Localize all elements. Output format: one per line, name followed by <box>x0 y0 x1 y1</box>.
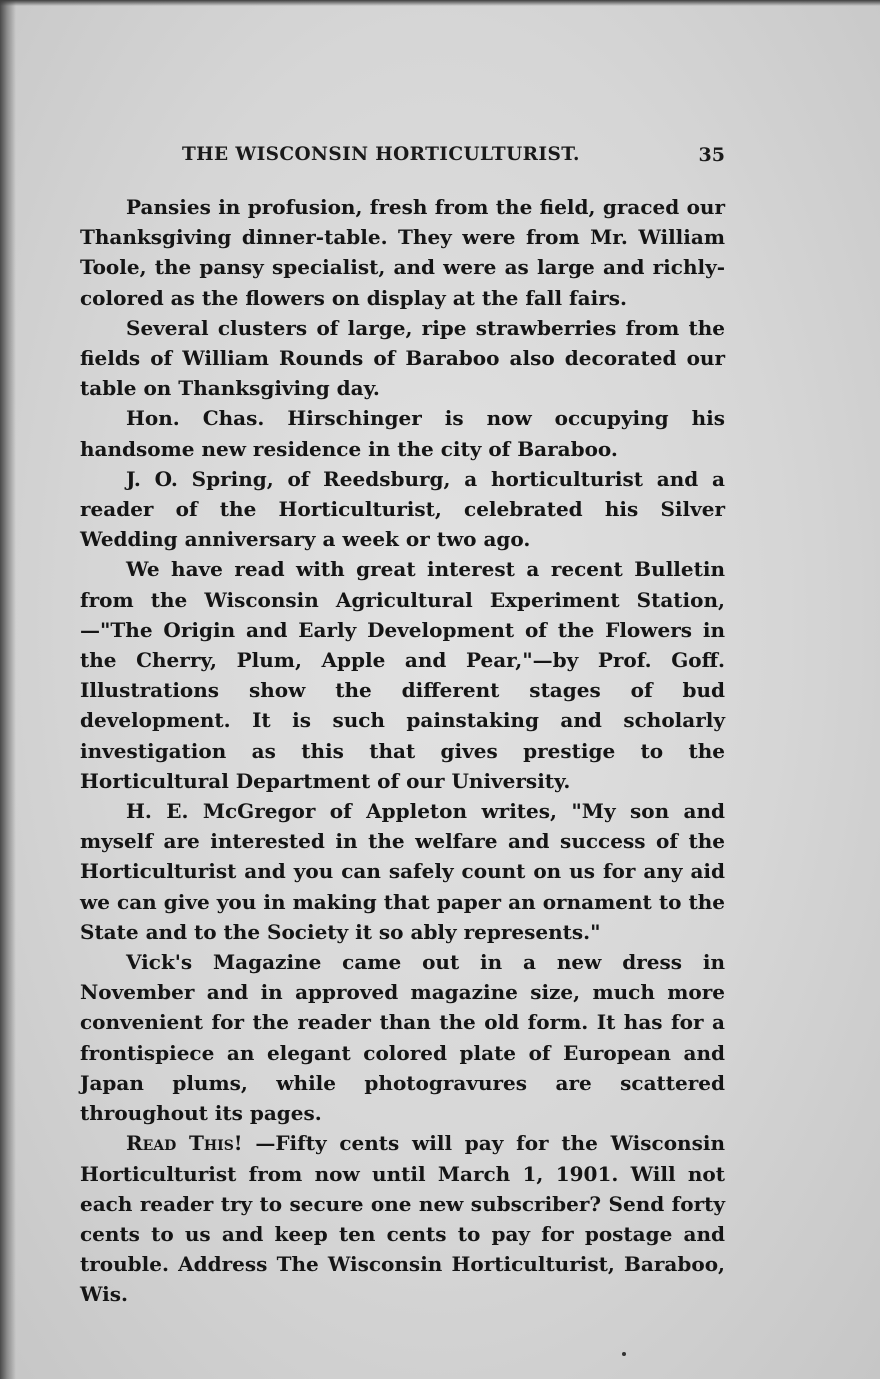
paragraph-read-this <box>80 1128 725 1309</box>
paragraph-hirschinger: Hon. Chas. Hirschinger is now occupying his handsome new residence in the city of Baraboo. <box>80 406 725 461</box>
running-title: THE WISCONSIN HORTICULTURIST. <box>182 144 580 165</box>
paragraph-strawberries: Several clusters of large, ripe strawberries from the fields of William Rounds of Baraboo also decorated our table on Thanksgiving day. <box>80 315 725 401</box>
paragraph-bulletin: We have read with great interest a recent Bulletin from the Wisconsin Agricultural Experiment Station,—"The Origin and Early Development of the Flowers in the Cherry, Plum, Apple and Pear,"—by Prof. Goff. Illustrations show the different stages of bud development. It is such painstaking and scholarly investigation as this that gives prestige to the Horticultural Department of our University. <box>80 557 725 793</box>
paragraph-spring: J. O. Spring, of Reedsburg, a horticulturist and a reader of the Horticulturist, celebrated his Silver Wedding anniversary a week or two ago. <box>80 466 725 552</box>
paragraph-pansies: Pansies in profusion, fresh from the field, graced our Thanksgiving dinner-table. They were from Mr. William Toole, the pansy specialist, and were as large and richly-colored as the flowers on display at the fall fairs. <box>80 195 725 310</box>
ink-speck <box>622 1352 626 1356</box>
body-text <box>80 192 725 1310</box>
paragraph-mcgregor: H. E. McGregor of Appleton writes, "My son and myself are interested in the welfare and success of the Horticulturist and you can safely count on us for any aid we can give you in making that paper an ornament to the State and to the Society it so ably represents." <box>80 799 725 944</box>
notice-lead: Read This! <box>126 1131 243 1156</box>
running-head <box>80 144 725 170</box>
page-binding-shadow <box>0 0 16 1379</box>
page-top-shadow <box>0 0 880 6</box>
paragraph-vicks: Vick's Magazine came out in a new dress in November and in approved magazine size, much more convenient for the reader than the old form. It has for a frontispiece an elegant colored plate of European and Japan plums, while photogravures are scattered throughout its pages. <box>80 950 725 1126</box>
page-number: 35 <box>698 144 725 166</box>
notice-text: —Fifty cents will pay for the Wisconsin Horticulturist from now until March 1, 1901. Will not each reader try to secure one new subscriber? Send forty cents to us and keep ten cents to pay for postage and trouble. Address The Wisconsin Horticulturist, Baraboo, Wis. <box>80 1131 725 1307</box>
